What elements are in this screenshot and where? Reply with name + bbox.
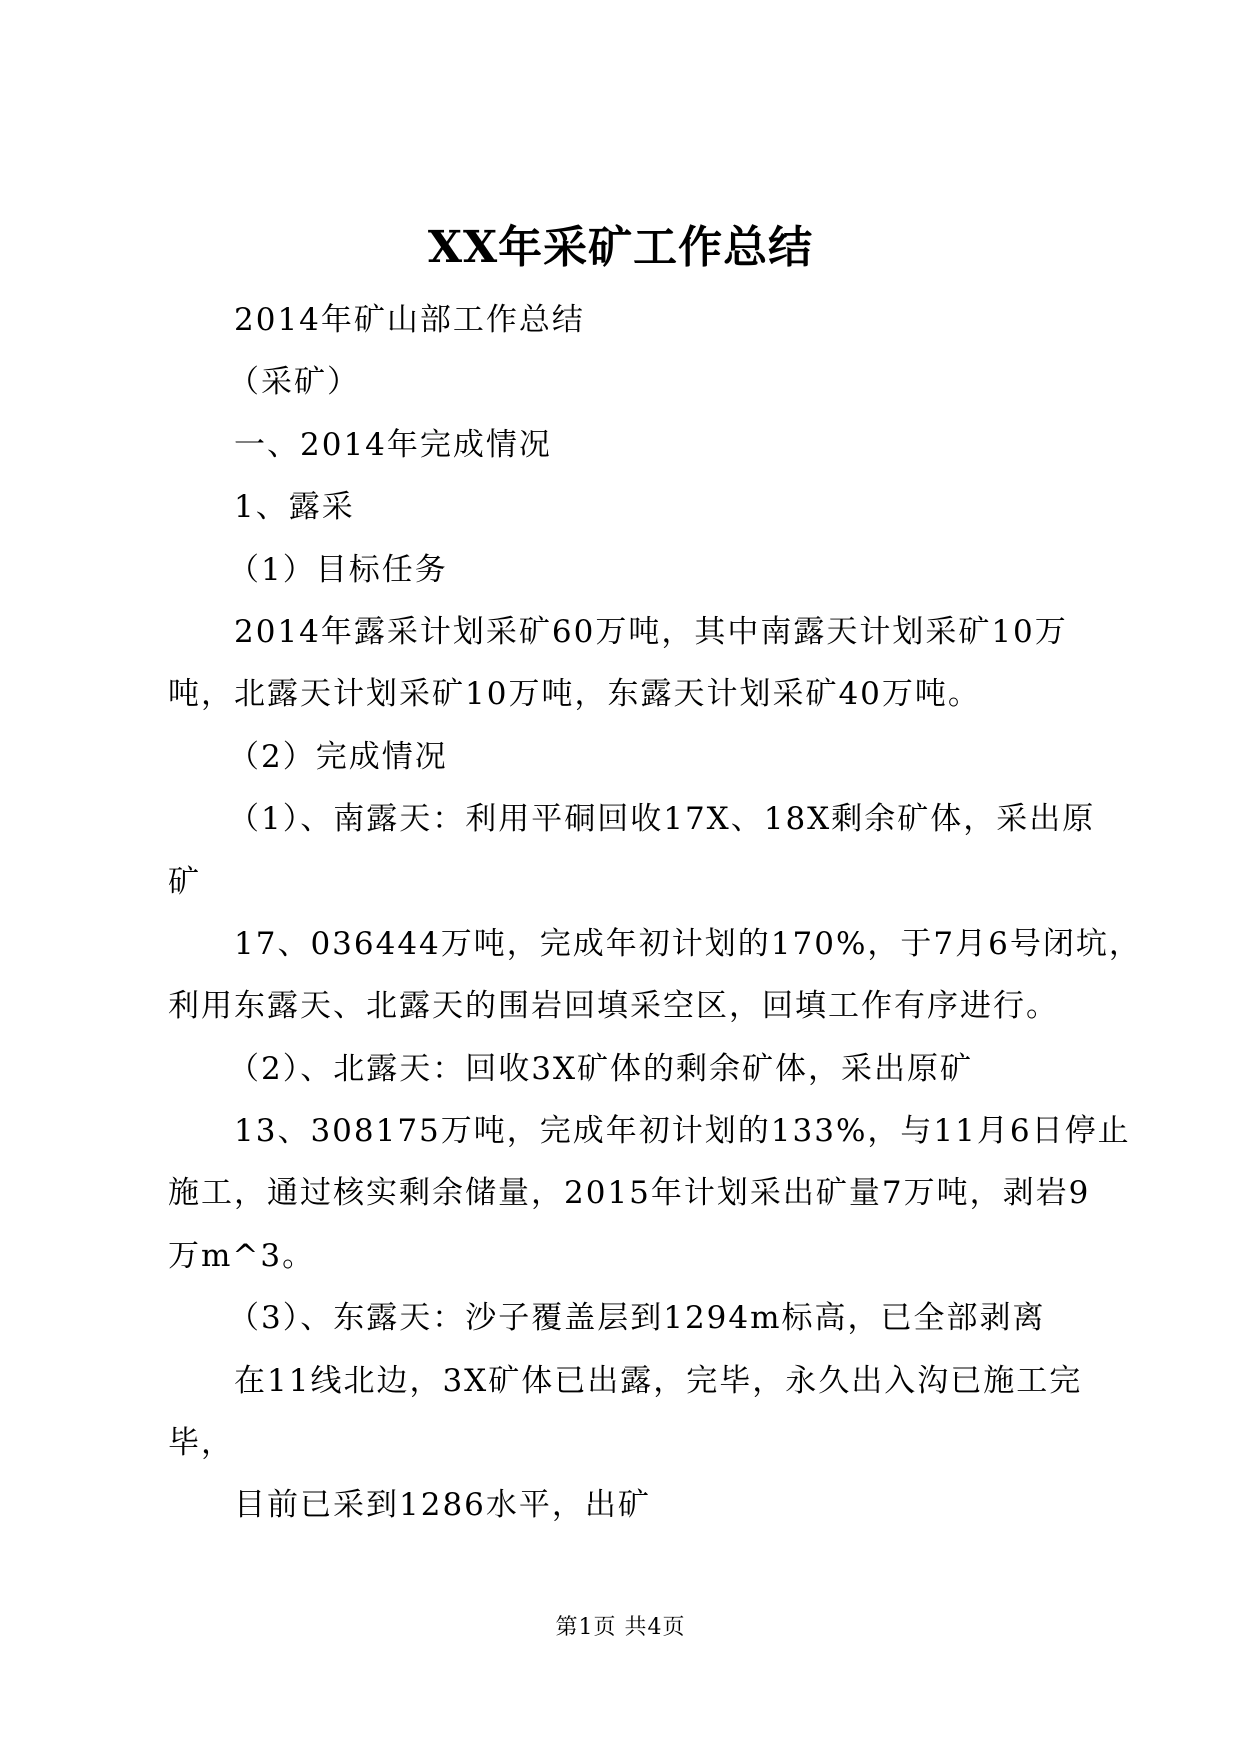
paragraph-line: 2014年露采计划采矿60万吨，其中南露天计划采矿10万 — [234, 613, 1068, 650]
paragraph-line: 施工，通过核实剩余储量，2015年计划采出矿量7万吨，剥岩9 — [168, 1175, 1091, 1212]
paragraph-line: （2）完成情况 — [228, 738, 448, 775]
paragraph-line: 2014年矿山部工作总结 — [234, 302, 585, 338]
paragraph-line: （3）、东露天：沙子覆盖层到1294m标高，已全部剥离 — [228, 1300, 1046, 1337]
paragraph-line: （1）目标任务 — [228, 551, 448, 588]
paragraph-line: （采矿） — [228, 364, 360, 401]
paragraph-line: 1、露采 — [234, 489, 355, 526]
document-title: XX年采矿工作总结 — [427, 222, 814, 273]
paragraph-line: 万m^3。 — [168, 1237, 316, 1274]
paragraph-line: 在11线北边，3X矿体已出露，完毕，永久出入沟已施工完 — [234, 1362, 1083, 1399]
paragraph-line: 13、308175万吨，完成年初计划的133%，与11月6日停止 — [234, 1113, 1131, 1150]
paragraph-line: 17、036444万吨，完成年初计划的170%，于7月6号闭坑， — [234, 925, 1142, 962]
paragraph-line: 毕， — [168, 1425, 234, 1462]
paragraph-line: 一、2014年完成情况 — [234, 426, 552, 463]
document-body — [168, 289, 1142, 1537]
paragraph-line: 目前已采到1286水平，出矿 — [234, 1487, 651, 1524]
paragraph-line: （1）、南露天：利用平硐回收17X、18X剩余矿体，采出原 — [228, 801, 1096, 838]
paragraph-line: 矿 — [168, 863, 201, 900]
paragraph-line: （2）、北露天：回收3X矿体的剩余矿体，采出原矿 — [228, 1050, 974, 1087]
paragraph-line: 吨，北露天计划采矿10万吨，东露天计划采矿40万吨。 — [168, 676, 981, 713]
page-footer: 第1页 共4页 — [555, 1615, 686, 1640]
paragraph-line: 利用东露天、北露天的围岩回填采空区，回填工作有序进行。 — [168, 988, 1059, 1025]
